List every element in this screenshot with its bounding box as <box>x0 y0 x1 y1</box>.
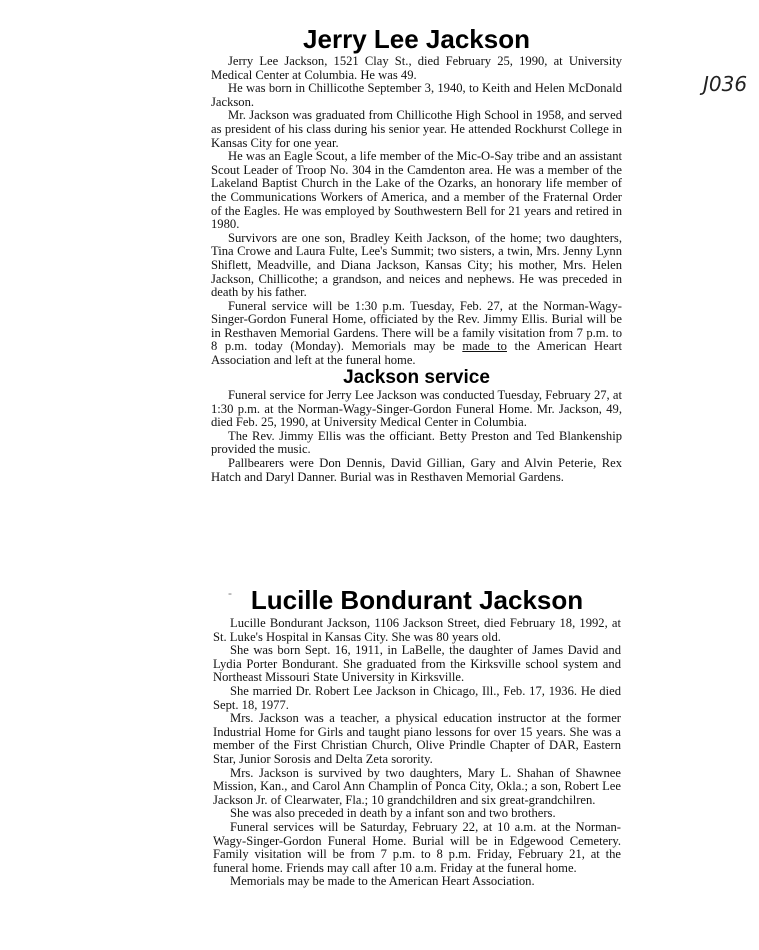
paragraph: He was born in Chillicothe September 3, 1940, to Keith and Helen McDonald Jackson. <box>211 81 622 109</box>
paragraph: Funeral services will be Saturday, February 22, at 10 a.m. at the Norman-Wagy-Singer-Gordon Funeral Home. Burial will be in Edgewood Cemetery. Family visitation will be from 7 p.m. to 8 p.m. Friday, February 21, at the funeral home. Friends may call after 10 a.m. Friday at the funeral home. <box>213 819 621 875</box>
obituary-title: Jerry Lee Jackson <box>303 24 530 54</box>
paragraph: The Rev. Jimmy Ellis was the officiant. Betty Preston and Ted Blankenship provided the music. <box>211 428 622 457</box>
paragraph: Mrs. Jackson is survived by two daughters, Mary L. Shahan of Shawnee Mission, Kan., and Carol Ann Champlin of Ponca City, Okla.; a son, Robert Lee Jackson Jr. of Clearwater, Fla.; 10 grandchildren and six great-grandchilren. <box>213 765 621 807</box>
paragraph-text-end: the American Heart Association and left at the funeral home. <box>211 339 622 368</box>
obituary-jerry-lee-jackson <box>211 24 622 368</box>
paragraph: Jerry Lee Jackson, 1521 Clay St., died February 25, 1990, at University Medical Center at Columbia. He was 49. <box>211 54 622 82</box>
obituary-lucille-bondurant-jackson <box>213 585 621 889</box>
paragraph: Pallbearers were Don Dennis, David Gillian, Gary and Alvin Peterie, Rex Hatch and Daryl Danner. Burial was in Resthaven Memorial Gardens. <box>211 455 622 484</box>
paragraph: She was also preceded in death by a infant son and two brothers. <box>230 806 556 821</box>
handwritten-annotation: J036 <box>703 72 748 96</box>
paragraph: Survivors are one son, Bradley Keith Jackson, of the home; two daughters, Tina Crowe and Laura Fulte, Lee's Summit; two sisters, a twin, Mrs. Jenny Lynn Shiflett, Meadville, and Diana Jackson, Kansas City; his mother, Mrs. Helen Jackson, Chillicothe; a grandson, and neices and nephews. He was preceded in death by his father. <box>211 230 622 300</box>
stray-mark: - <box>228 586 232 600</box>
notice-title: Jackson service <box>343 367 490 388</box>
paragraph: Funeral service for Jerry Lee Jackson was conducted Tuesday, February 27, at 1:30 p.m. at the Norman-Wagy-Singer-Gordon Funeral Home. Mr. Jackson, 49, died Feb. 25, 1990, at University Medical Center in Columbia. <box>211 388 622 430</box>
paragraph: Lucille Bondurant Jackson, 1106 Jackson Street, died February 18, 1992, at St. Luke's Hospital in Kansas City. She was 80 years old. <box>213 616 621 644</box>
paragraph: Mrs. Jackson was a teacher, a physical education instructor at the former Industrial Home for Girls and taught piano lessons for over 15 years. She was a member of the First Christian Church, Olive Prindle Chapter of DAR, Eastern Star, Junior Sorosis and Delta Zeta sorority. <box>213 711 621 766</box>
notice-jackson-service <box>211 367 622 484</box>
paragraph-text: Funeral service will be 1:30 p.m. Tuesday, Feb. 27, at the Norman-Wagy-Singer-Gordon Funeral Home, officiated by the Rev. Jimmy Ellis. Burial will be in Resthaven Memorial Gardens. There will be a family visitation from 7 p.m. to 8 p.m. today (Monday). Memorials may be <box>211 298 622 354</box>
paragraph-funeral <box>211 300 622 368</box>
paragraph: He was an Eagle Scout, a life member of the Mic-O-Say tribe and an assistant Scout Leader of Troop No. 304 in the Camdenton area. He was a member of the Lakeland Baptist Church in the Lake of the Ozarks, an honorary life member of the Communications Workers of America, and a member of the Fraternal Order of the Eagles. He was employed by Southwestern Bell for 21 years and retired in 1980. <box>211 149 622 232</box>
paragraph: Memorials may be made to the American Heart Association. <box>230 874 535 889</box>
obituary-title: Lucille Bondurant Jackson <box>250 585 584 615</box>
paragraph: Mr. Jackson was graduated from Chillicothe High School in 1958, and served as president of his class during his senior year. He attended Rockhurst College in Kansas City for one year. <box>211 108 622 150</box>
paragraph: She was born Sept. 16, 1911, in LaBelle, the daughter of James David and Lydia Porter Bondurant. She graduated from the Kirksville school system and Northeast Missouri State University in Kirksville. <box>213 643 621 685</box>
underlined-text: made to <box>462 339 507 354</box>
paragraph: She married Dr. Robert Lee Jackson in Chicago, Ill., Feb. 17, 1936. He died Sept. 18, 1977. <box>213 683 621 712</box>
